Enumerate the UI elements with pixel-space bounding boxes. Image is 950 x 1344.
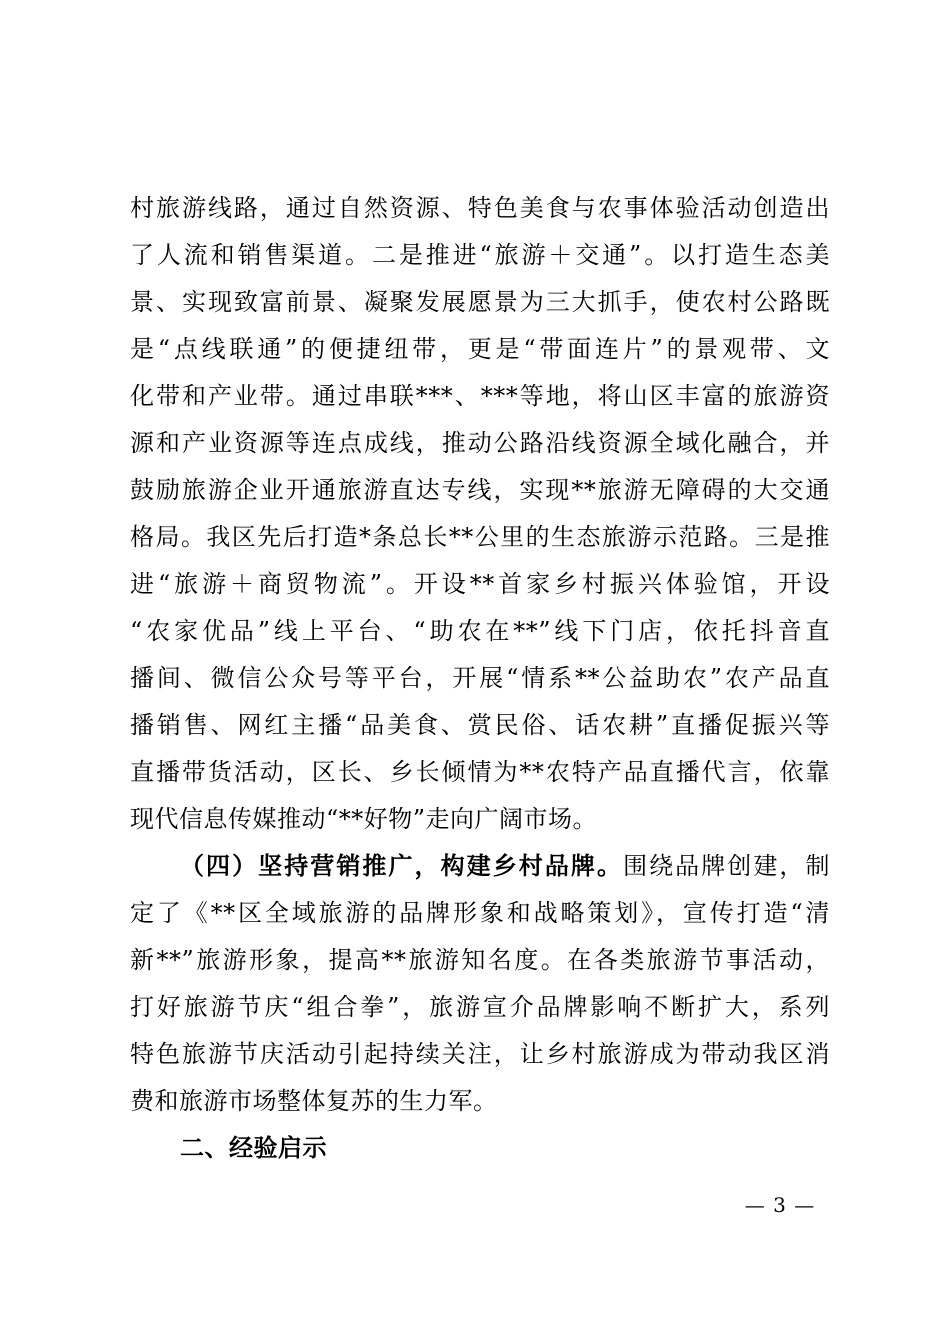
body-line: 化带和产业带。通过串联***、***等地，将山区丰富的旅游资 <box>130 382 830 410</box>
body-line: 村旅游线路，通过自然资源、特色美食与农事体验活动创造出 <box>130 194 830 222</box>
section-4-heading: （四）坚持营销推广，构建乡村品牌。 <box>180 851 624 880</box>
body-line: 了人流和销售渠道。二是推进“旅游＋交通”。以打造生态美 <box>130 241 830 269</box>
body-line: 现代信息传媒推动“**好物”走向广阔市场。 <box>130 805 598 833</box>
body-line: 是“点线联通”的便捷纽带，更是“带面连片”的景观带、文 <box>130 335 830 363</box>
body-line: 景、实现致富前景、凝聚发展愿景为三大抓手，使农村公路既 <box>130 288 830 316</box>
body-line: 直播带货活动，区长、乡长倾情为**农特产品直播代言，依靠 <box>130 758 830 786</box>
section-4-line: 新**”旅游形象，提高**旅游知名度。在各类旅游节事活动， <box>130 946 830 974</box>
section-heading: 二、经验启示 <box>180 1133 327 1162</box>
section-4-line: 特色旅游节庆活动引起持续关注，让乡村旅游成为带动我区消 <box>130 1040 830 1068</box>
section-4-first-line <box>180 851 830 881</box>
section-4-line: 打好旅游节庆“组合拳”，旅游宣介品牌影响不断扩大，系列 <box>130 993 830 1021</box>
body-line: 源和产业资源等连点成线，推动公路沿线资源全域化融合，并 <box>130 429 830 457</box>
section-4-first-line-text: 围绕品牌创建，制 <box>623 852 830 880</box>
section-4-line: 定了《**区全域旅游的品牌形象和战略策划》，宣传打造“清 <box>130 899 830 927</box>
body-line: 鼓励旅游企业开通旅游直达专线，实现**旅游无障碍的大交通 <box>130 476 830 504</box>
section-4-line: 费和旅游市场整体复苏的生力军。 <box>130 1087 498 1115</box>
body-line: 播间、微信公众号等平台，开展“情系**公益助农”农产品直 <box>130 664 830 692</box>
body-line: 进“旅游＋商贸物流”。开设**首家乡村振兴体验馆，开设 <box>130 570 830 598</box>
body-line: 格局。我区先后打造*条总长**公里的生态旅游示范路。三是推 <box>130 523 830 551</box>
body-line: “农家优品”线上平台、“助农在**”线下门店，依托抖音直 <box>130 617 830 645</box>
page-number: — 3 — <box>744 1193 816 1217</box>
body-line: 播销售、网红主播“品美食、赏民俗、话农耕”直播促振兴等 <box>130 711 830 739</box>
